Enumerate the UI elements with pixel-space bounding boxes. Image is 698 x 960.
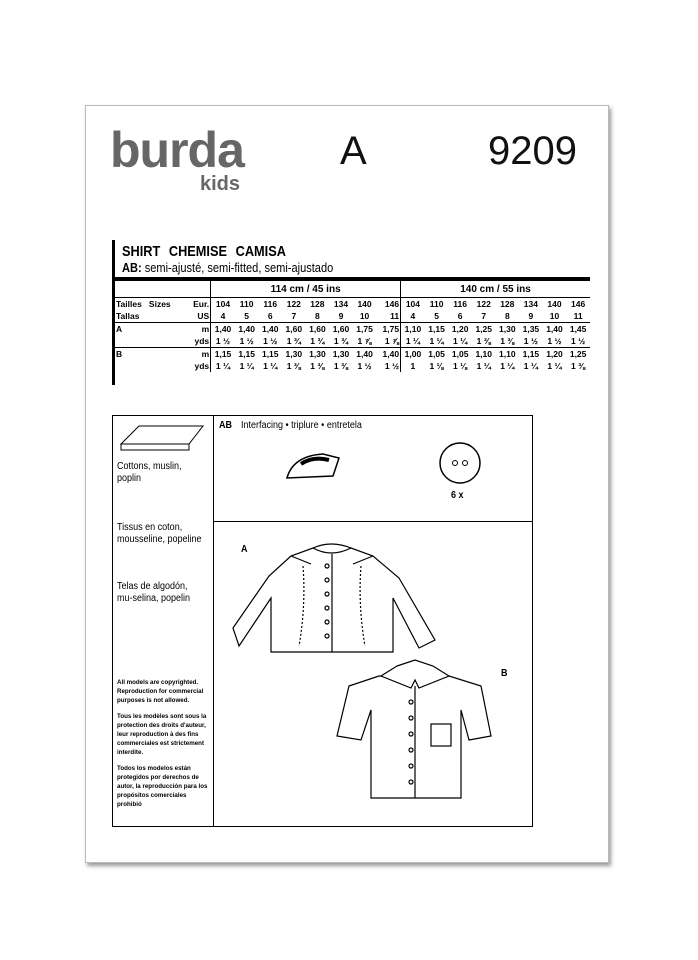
yardage-cell: 1 ¼	[215, 361, 231, 371]
yardage-cell: 1 ⅛	[429, 361, 444, 371]
yardage-cell: 1,40	[543, 323, 567, 336]
size-cell: 9	[528, 311, 534, 321]
view-a-label: A	[241, 544, 248, 555]
yardage-cell: 1 ½	[523, 336, 538, 346]
size-cell: 7	[481, 311, 487, 321]
width-header: 114 cm / 45 ins	[211, 279, 401, 298]
table-row	[115, 323, 590, 336]
brand-sub: kids	[200, 173, 241, 195]
yardage-cell: 1,05	[448, 348, 472, 361]
size-cell: 116	[263, 299, 278, 309]
yardage-cell: 1,40	[353, 348, 377, 361]
unit-cell: m	[187, 323, 211, 336]
pattern-number: 9209	[488, 129, 577, 173]
size-cell: 128	[500, 299, 515, 309]
divider	[213, 521, 532, 522]
table-row	[115, 348, 590, 361]
eur-label: Eur.	[187, 298, 211, 311]
size-cell: 146	[376, 298, 400, 311]
width-header: 140 cm / 55 ins	[401, 279, 590, 298]
yardage-cell: 1,15	[258, 348, 282, 361]
iron-icon	[283, 446, 343, 486]
size-cell: 4	[410, 311, 416, 321]
yardage-cell: 1,30	[282, 348, 306, 361]
table-row	[115, 360, 590, 372]
yardage-cell: 1 ¼	[263, 361, 278, 371]
size-cell: 11	[573, 311, 583, 321]
size-cell: 7	[291, 311, 297, 321]
shirt-a-illustration	[231, 536, 441, 666]
yardage-cell: 1 ¾	[286, 336, 301, 346]
button-icon	[438, 441, 482, 485]
yardage-cell: 1 ⅛	[453, 361, 468, 371]
size-cell: 10	[549, 311, 560, 321]
interfacing-label: Interfacing • triplure • entretela	[241, 420, 362, 431]
yardage-cell: 1,60	[282, 323, 306, 336]
yardage-cell: 1 ½	[215, 336, 231, 346]
table-header-row	[115, 279, 590, 298]
yardage-cell: 1,10	[472, 348, 496, 361]
yardage-cell: 1,40	[258, 323, 282, 336]
yardage-cell: 1 ¼	[500, 361, 515, 371]
yardage-cell: 1 ½	[357, 361, 372, 371]
copyright-block	[117, 678, 211, 816]
yardage-cell: 1 ½	[263, 336, 278, 346]
yardage-cell: 1 ⅞	[376, 335, 400, 348]
shirt-b-illustration	[335, 656, 495, 806]
yardage-cell: 1 ⅜	[571, 361, 586, 371]
view-cell: B	[115, 348, 187, 361]
yardage-cell: 1,35	[519, 323, 543, 336]
yardage-cell: 1 ⅜	[333, 361, 349, 371]
fit-text: semi-ajusté, semi-fitted, semi-ajustado	[141, 260, 334, 275]
yardage-cell: 1 ½	[239, 336, 254, 346]
yardage-cell: 1	[410, 361, 416, 371]
view-cell	[115, 360, 187, 372]
yardage-cell: 1 ¼	[547, 361, 562, 371]
size-cell: 110	[239, 299, 254, 309]
yardage-cell: 1 ¼	[405, 336, 421, 346]
notions-views: AB	[219, 420, 233, 431]
yardage-cell: 1,25	[566, 348, 590, 361]
size-cell: 8	[315, 311, 320, 321]
copyright-es: Todos los modelos están protegidos por derechos de autor, la reproducción para los propósitos comerciales prohibió	[117, 765, 208, 808]
yardage-cell: 1,15	[425, 323, 449, 336]
fabric-en: Cottons, muslin, poplin	[117, 461, 182, 484]
sizes-label: Sizes	[148, 299, 171, 309]
size-cell: 10	[359, 311, 370, 321]
fabric-column	[113, 416, 214, 826]
unit-cell: m	[187, 348, 211, 361]
fabric-fr: Tissus en coton, mousseline, popeline	[117, 522, 202, 545]
yardage-cell: 1 ⅜	[500, 336, 515, 346]
tailles-label: Tailles	[116, 299, 142, 309]
view-b-label: B	[501, 668, 508, 679]
size-cell: 104	[215, 299, 231, 309]
fit-description	[122, 260, 333, 275]
yardage-cell: 1 ¼	[523, 361, 538, 371]
unit-cell: yds	[187, 360, 211, 372]
size-cell: 140	[547, 299, 562, 309]
size-cell: 6	[267, 311, 273, 321]
yardage-cell: 1 ⅜	[476, 336, 491, 346]
yardage-cell: 1,15	[211, 348, 235, 361]
yardage-cell: 1 ¾	[310, 336, 325, 346]
yardage-cell: 1,30	[329, 348, 353, 361]
yardage-cell: 1,60	[306, 323, 330, 336]
yardage-cell: 1,40	[211, 323, 235, 336]
yardage-cell: 1 ½	[376, 360, 400, 372]
yardage-cell: 1 ¼	[239, 361, 254, 371]
tallas-label: Tallas	[116, 311, 140, 321]
size-cell: 4	[220, 311, 226, 321]
size-cell: 146	[571, 299, 586, 309]
size-cell: 5	[244, 311, 250, 321]
button-count: 6 x	[451, 490, 464, 501]
fit-label: AB:	[122, 260, 142, 275]
yardage-cell: 1 ¼	[453, 336, 468, 346]
size-cell: 8	[504, 311, 510, 321]
yardage-cell: 1,60	[329, 323, 353, 336]
yardage-cell: 1,15	[519, 348, 543, 361]
us-label: US	[187, 310, 211, 323]
yardage-cell: 1,75	[353, 323, 377, 336]
size-label	[115, 298, 187, 311]
us-row	[115, 310, 590, 323]
yardage-cell: 1,40	[376, 348, 400, 361]
size-cell: 104	[405, 299, 421, 309]
yardage-table	[115, 277, 590, 372]
size-cell: 122	[286, 299, 301, 309]
yardage-cell: 1,05	[425, 348, 449, 361]
size-cell: 128	[310, 299, 325, 309]
yardage-cell: 1,75	[376, 323, 400, 336]
yardage-cell: 1,45	[566, 323, 590, 336]
yardage-cell: 1,15	[235, 348, 259, 361]
yardage-cell: 1 ¼	[476, 361, 491, 371]
yardage-cell: 1 ¾	[333, 336, 349, 346]
yardage-cell: 1 ½	[547, 336, 562, 346]
size-cell: 110	[429, 299, 444, 309]
copyright-en: All models are copyrighted. Reproduction for commercial purposes is not allowed.	[117, 679, 204, 704]
size-cell: 6	[457, 311, 463, 321]
view-cell: A	[115, 323, 187, 336]
table-row	[115, 335, 590, 348]
view-cell	[115, 335, 187, 348]
eur-row	[115, 298, 590, 311]
size-cell: 134	[523, 299, 538, 309]
size-cell: 116	[453, 299, 467, 309]
yardage-cell: 1,20	[448, 323, 472, 336]
brand-logo: burda	[110, 122, 244, 178]
unit-cell: yds	[187, 335, 211, 348]
size-cell: 9	[338, 311, 344, 321]
yardage-cell: 1,10	[496, 348, 520, 361]
yardage-cell: 1 ⅜	[286, 361, 301, 371]
size-cell: 122	[476, 299, 491, 309]
garment-title: SHIRT CHEMISE CAMISA	[122, 243, 286, 260]
yardage-cell: 1,40	[235, 323, 259, 336]
copyright-fr: Tous les modèles sont sous la protection des droits d'auteur, leur reproduction à des fins commerciales est strictement interdite.	[117, 713, 207, 756]
fabric-icon	[119, 422, 207, 454]
yardage-cell: 1 ½	[571, 336, 586, 346]
yardage-cell: 1,25	[472, 323, 496, 336]
yardage-cell: 1 ⅜	[310, 361, 325, 371]
size-cell: 140	[357, 299, 372, 309]
view-letter: A	[340, 129, 367, 173]
yardage-cell: 1,30	[306, 348, 330, 361]
yardage-cell: 1 ⅞	[357, 336, 372, 346]
size-cell: 134	[333, 299, 349, 309]
empty-cell	[115, 279, 211, 298]
yardage-cell: 1,10	[401, 323, 425, 336]
yardage-cell: 1,20	[543, 348, 567, 361]
yardage-cell: 1,30	[496, 323, 520, 336]
yardage-cell: 1 ¼	[429, 336, 444, 346]
fabric-es: Telas de algodón, mu-selina, popelin	[117, 581, 191, 604]
notions-box	[112, 415, 533, 827]
yardage-cell: 1,00	[401, 348, 425, 361]
size-cell: 5	[434, 311, 439, 321]
size-cell: 11	[376, 310, 400, 323]
